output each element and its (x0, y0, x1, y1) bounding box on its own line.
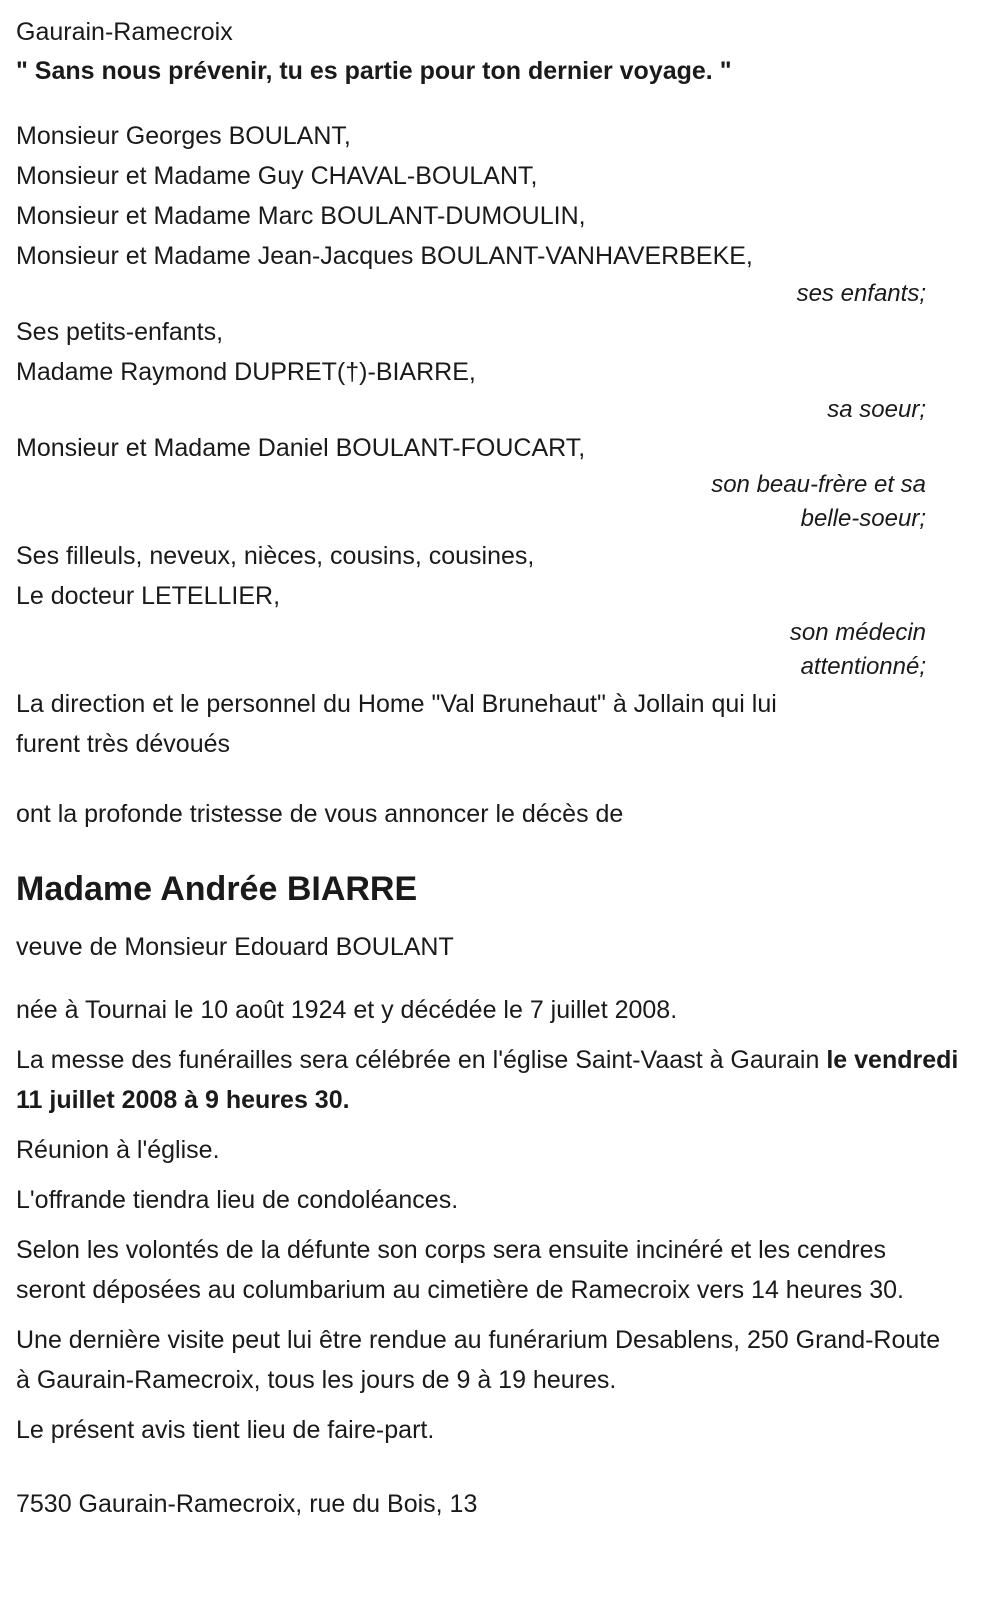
mass-bold-part-2: vendredi 11 juillet 2008 à 9 heures 30. (16, 1046, 966, 1114)
epitaph-quote: " Sans nous prévenir, tu es partie pour ton dernier voyage. " (16, 57, 732, 85)
home-staff-line-2: furent très dévoués (16, 730, 231, 758)
birth-death-text: née à Tournai le 10 août 1924 et y décédée le 7 juillet 2008. (16, 996, 678, 1024)
family-line-doctor: Le docteur LETELLIER, (16, 582, 281, 610)
address-text: 7530 Gaurain-Ramecroix, rue du Bois, 13 (16, 1490, 478, 1518)
deceased-name: Madame Andrée BIARRE (16, 870, 418, 908)
home-staff-line-1: La direction et le personnel du Home "Val Brunehaut" à Jollain qui lui (16, 690, 777, 718)
visit-text: Une dernière visite peut lui être rendue au funérarium Desablens, 250 Grand-Route à Gaurain-Ramecroix, tous les jours de 9 à 19 heures. (16, 1326, 948, 1394)
mass-details-text (16, 1040, 966, 1120)
reunion-text: Réunion à l'église. (16, 1136, 220, 1164)
locality-text: Gaurain-Ramecroix (16, 18, 233, 46)
notice-text: Le présent avis tient lieu de faire-part. (16, 1416, 435, 1444)
widow-of-text: veuve de Monsieur Edouard BOULANT (16, 933, 454, 961)
family-line-godchildren: Ses filleuls, neveux, nièces, cousins, cousines, (16, 542, 535, 570)
role-doctor-line-1: son médecin (789, 619, 926, 646)
mass-bold-part-1: le (826, 1046, 848, 1074)
role-brother-in-law-line-1: son beau-frère et sa (711, 471, 926, 498)
role-children: ses enfants; (796, 280, 926, 307)
family-line-son: Monsieur Georges BOULANT, (16, 122, 351, 150)
family-line-vanhaverbeke: Monsieur et Madame Jean-Jacques BOULANT-VANHAVERBEKE, (16, 242, 753, 270)
cremation-text: Selon les volontés de la défunte son corps sera ensuite incinéré et les cendres seront déposées au columbarium au cimetière de Ramecroix vers 14 heures 30. (16, 1236, 904, 1304)
family-list (16, 116, 960, 764)
family-line-grandchildren: Ses petits-enfants, (16, 318, 224, 346)
mass-text-part: La messe des funérailles sera célébrée en l'église Saint-Vaast à Gaurain (16, 1046, 827, 1074)
announcement-text: ont la profonde tristesse de vous annoncer le décès de (16, 800, 624, 828)
family-line-dumoulin: Monsieur et Madame Marc BOULANT-DUMOULIN, (16, 202, 586, 230)
role-sister: sa soeur; (827, 396, 926, 423)
family-line-chaval: Monsieur et Madame Guy CHAVAL-BOULANT, (16, 162, 538, 190)
family-line-brother-in-law: Monsieur et Madame Daniel BOULANT-FOUCART, (16, 434, 586, 462)
offering-text: L'offrande tiendra lieu de condoléances. (16, 1186, 459, 1214)
family-line-sister: Madame Raymond DUPRET(†)-BIARRE, (16, 358, 476, 386)
role-brother-in-law-line-2: belle-soeur; (800, 505, 926, 532)
role-doctor-line-2: attentionné; (800, 653, 926, 680)
